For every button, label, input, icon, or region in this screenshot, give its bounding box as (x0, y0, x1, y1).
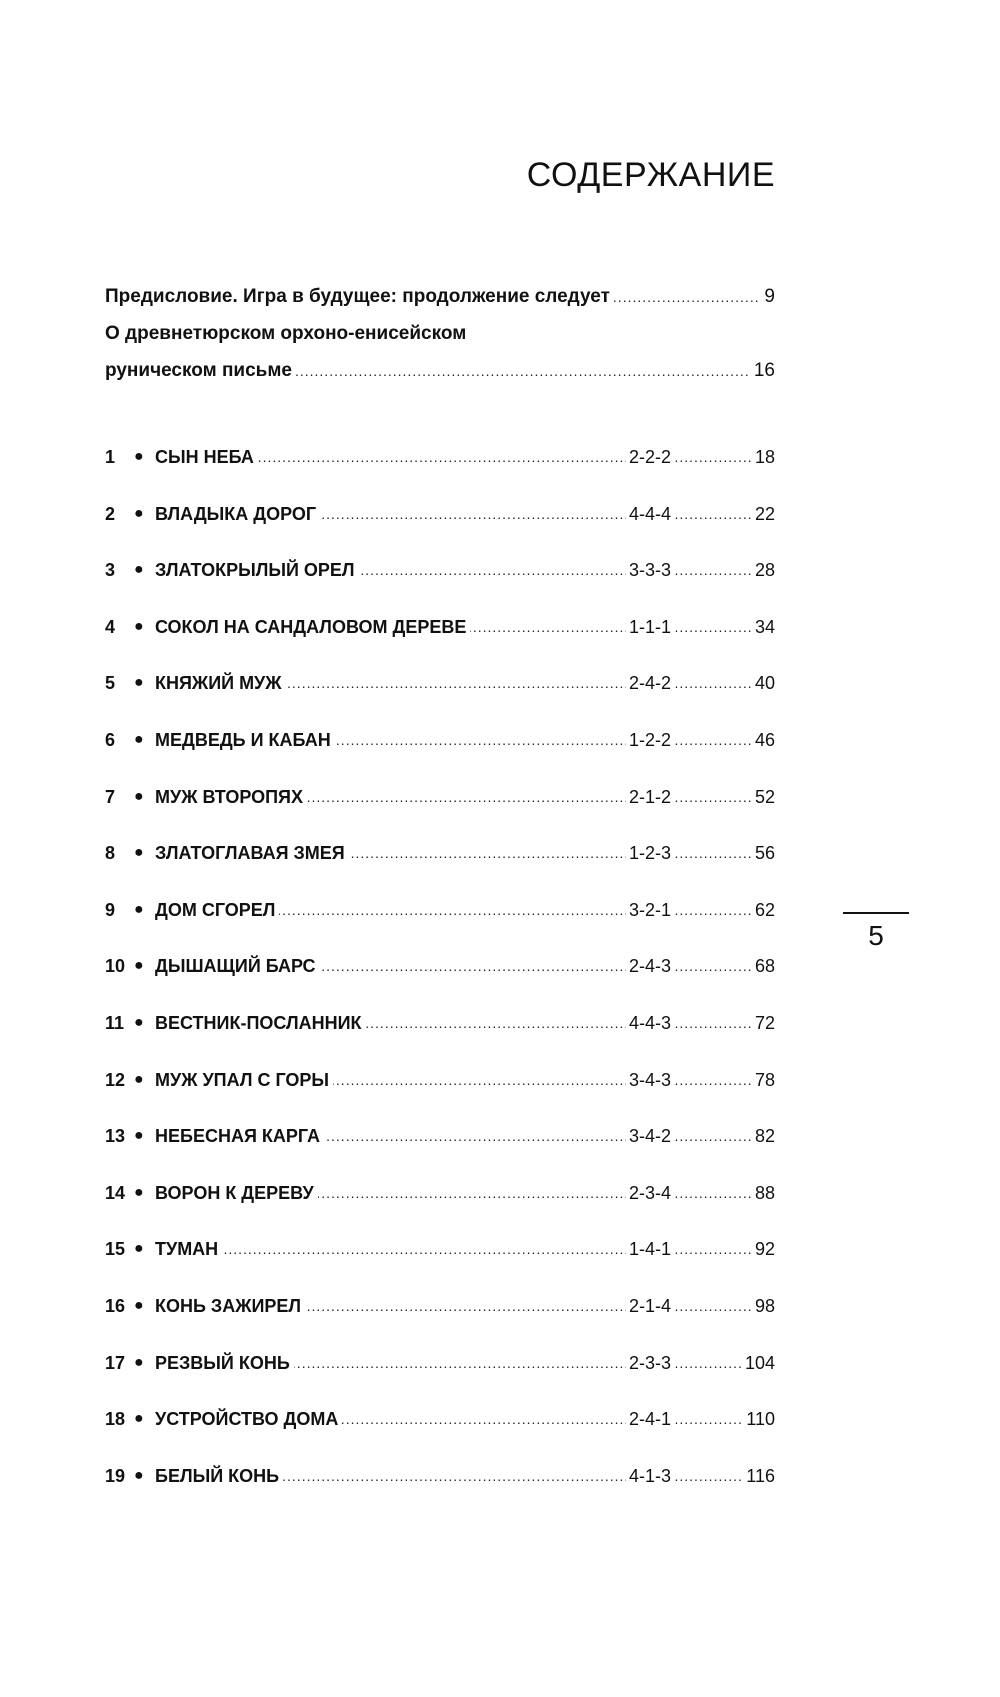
dot-leader (613, 290, 762, 304)
chapter-code: 2-3-4 (626, 1183, 674, 1203)
chapter-page: 110 (743, 1407, 775, 1431)
chapter-code: 2-4-2 (626, 673, 674, 693)
bullet-icon: ● (134, 1014, 144, 1031)
dot-leader (295, 364, 751, 378)
chapter-code: 1-4-1 (626, 1239, 674, 1259)
bullet-icon: ● (134, 1467, 144, 1484)
chapter-page: 46 (752, 728, 775, 752)
bullet-icon: ● (134, 1297, 144, 1314)
chapter-title: РЕЗВЫЙ КОНЬ (155, 1351, 294, 1375)
chapter-page: 98 (752, 1294, 775, 1318)
chapter-number: 8 (105, 843, 116, 863)
chapter-page: 68 (752, 954, 775, 978)
chapter-code-cell (595, 954, 705, 978)
chapter-code-cell (595, 1011, 705, 1035)
chapter-title: ВЛАДЫКА ДОРОГ (155, 502, 320, 526)
bullet-icon: ● (134, 957, 144, 974)
chapter-title: МЕДВЕДЬ И КАБАН (155, 728, 335, 752)
chapter-title: СОКОЛ НА САНДАЛОВОМ ДЕРЕВЕ (155, 615, 470, 639)
chapter-code-cell (595, 898, 705, 922)
chapter-code: 3-4-3 (626, 1070, 674, 1090)
chapter-code-cell (595, 1237, 705, 1261)
chapter-code: 2-3-3 (626, 1353, 674, 1373)
chapter-row[interactable] (105, 728, 775, 752)
chapter-code: 2-1-4 (626, 1296, 674, 1316)
chapter-code: 1-2-2 (626, 730, 674, 750)
bullet-icon: ● (134, 1354, 144, 1371)
chapter-page: 116 (743, 1464, 775, 1488)
chapter-title: УСТРОЙСТВО ДОМА (155, 1407, 342, 1431)
chapter-row[interactable] (105, 1294, 775, 1318)
chapter-number: 19 (105, 1466, 126, 1486)
chapter-number: 9 (105, 900, 116, 920)
chapter-code-cell (595, 785, 705, 809)
chapter-number: 7 (105, 787, 116, 807)
chapter-code: 4-1-3 (626, 1466, 674, 1486)
chapter-row[interactable] (105, 1351, 775, 1375)
chapter-code-cell (595, 1068, 705, 1092)
bullet-icon: ● (134, 1184, 144, 1201)
chapter-code-cell (595, 728, 705, 752)
chapter-code: 4-4-4 (626, 504, 674, 524)
chapter-code-cell (595, 1181, 705, 1205)
bullet-icon: ● (134, 731, 144, 748)
chapter-title: БЕЛЫЙ КОНЬ (155, 1464, 283, 1488)
bullet-icon: ● (134, 788, 144, 805)
front-entry-runic-line2[interactable] (105, 361, 775, 380)
chapter-code-cell (595, 615, 705, 639)
bullet-icon: ● (134, 1410, 144, 1427)
front-entry-text: Предисловие. Игра в будущее: продолжение следует (105, 286, 610, 307)
bullet-icon: ● (134, 1071, 144, 1088)
bullet-icon: ● (134, 1240, 144, 1257)
front-entry-runic-line1[interactable] (105, 324, 775, 343)
chapter-code-cell (595, 502, 705, 526)
chapter-title: КНЯЖИЙ МУЖ (155, 671, 286, 695)
chapter-row[interactable] (105, 1407, 775, 1431)
bullet-icon: ● (134, 901, 144, 918)
chapter-page: 72 (752, 1011, 775, 1035)
page-number: 5 (868, 920, 884, 951)
chapter-code: 3-4-2 (626, 1126, 674, 1146)
chapter-row[interactable] (105, 898, 775, 922)
chapter-row[interactable] (105, 1068, 775, 1092)
chapter-row[interactable] (105, 558, 775, 582)
chapter-row[interactable] (105, 615, 775, 639)
chapter-page: 62 (752, 898, 775, 922)
chapter-page: 88 (752, 1181, 775, 1205)
bullet-icon: ● (134, 844, 144, 861)
chapter-page: 40 (752, 671, 775, 695)
chapter-number: 17 (105, 1353, 126, 1373)
chapter-title: КОНЬ ЗАЖИРЕЛ (155, 1294, 305, 1318)
chapter-code: 2-2-2 (626, 447, 674, 467)
chapter-page: 92 (752, 1237, 775, 1261)
chapter-code: 2-1-2 (626, 787, 674, 807)
chapter-title: НЕБЕСНАЯ КАРГА (155, 1124, 324, 1148)
chapter-number: 2 (105, 504, 116, 524)
chapter-row[interactable] (105, 954, 775, 978)
chapter-row[interactable] (105, 502, 775, 526)
bullet-icon: ● (134, 618, 144, 635)
chapter-number: 16 (105, 1296, 126, 1316)
chapter-code: 3-2-1 (626, 900, 674, 920)
bullet-icon: ● (134, 448, 144, 465)
chapter-code: 2-4-3 (626, 956, 674, 976)
chapter-number: 4 (105, 617, 116, 637)
chapter-number: 1 (105, 447, 116, 467)
chapter-row[interactable] (105, 1237, 775, 1261)
chapter-code: 3-3-3 (626, 560, 674, 580)
chapter-row[interactable] (105, 841, 775, 865)
chapter-row[interactable] (105, 1181, 775, 1205)
chapter-code-cell (595, 445, 705, 469)
front-entry-page: 9 (764, 286, 775, 307)
chapter-row[interactable] (105, 785, 775, 809)
chapter-title: ТУМАН (155, 1237, 222, 1261)
chapter-code-cell (595, 671, 705, 695)
chapter-title: МУЖ УПАЛ С ГОРЫ (155, 1068, 333, 1092)
chapter-row[interactable] (105, 445, 775, 469)
chapter-code-cell (595, 1294, 705, 1318)
front-entry-page: 16 (753, 360, 775, 381)
chapter-title: ВОРОН К ДЕРЕВУ (155, 1181, 318, 1205)
chapter-title: ДЫШАЩИЙ БАРС (155, 954, 320, 978)
bullet-icon: ● (134, 1127, 144, 1144)
chapter-page: 52 (752, 785, 775, 809)
chapter-code-cell (595, 1407, 705, 1431)
chapter-page: 104 (742, 1351, 775, 1375)
chapter-page: 28 (752, 558, 775, 582)
chapter-title: ЗЛАТОКРЫЛЫЙ ОРЕЛ (155, 558, 359, 582)
front-entry-text: руническом письме (105, 360, 292, 381)
bullet-icon: ● (134, 561, 144, 578)
chapter-row[interactable] (105, 671, 775, 695)
bullet-icon: ● (134, 674, 144, 691)
chapter-number: 11 (105, 1013, 125, 1033)
bullet-icon: ● (134, 505, 144, 522)
chapter-code-cell (595, 558, 705, 582)
chapter-row[interactable] (105, 1124, 775, 1148)
front-entry-preface[interactable] (105, 287, 775, 306)
chapter-page: 22 (752, 502, 775, 526)
dot-leader (155, 1237, 650, 1261)
chapter-code-cell (595, 841, 705, 865)
chapter-number: 18 (105, 1409, 126, 1429)
chapter-title: ДОМ СГОРЕЛ (155, 898, 279, 922)
chapter-title: МУЖ ВТОРОПЯХ (155, 785, 307, 809)
front-entry-text: О древнетюрском орхоно-енисейском (105, 323, 467, 344)
chapter-title: ЗЛАТОГЛАВАЯ ЗМЕЯ (155, 841, 349, 865)
chapter-page: 82 (752, 1124, 775, 1148)
chapter-row[interactable] (105, 1464, 775, 1488)
chapter-code: 2-4-1 (626, 1409, 674, 1429)
chapter-title: ВЕСТНИК-ПОСЛАННИК (155, 1011, 366, 1035)
chapter-code: 1-1-1 (626, 617, 674, 637)
chapter-number: 15 (105, 1239, 126, 1259)
chapter-code-cell (595, 1124, 705, 1148)
chapter-page: 56 (752, 841, 775, 865)
chapter-number: 14 (105, 1183, 126, 1203)
chapter-code: 4-4-3 (626, 1013, 674, 1033)
chapter-row[interactable] (105, 1011, 775, 1035)
chapter-page: 18 (752, 445, 775, 469)
chapter-number: 10 (105, 956, 126, 976)
chapter-number: 6 (105, 730, 116, 750)
chapter-page: 78 (752, 1068, 775, 1092)
chapter-page: 34 (752, 615, 775, 639)
chapter-number: 13 (105, 1126, 126, 1146)
chapter-code-cell (595, 1351, 705, 1375)
chapter-title: СЫН НЕБА (155, 445, 258, 469)
chapter-number: 3 (105, 560, 116, 580)
chapter-number: 5 (105, 673, 116, 693)
chapter-code: 1-2-3 (626, 843, 674, 863)
chapter-number: 12 (105, 1070, 126, 1090)
page-title: СОДЕРЖАНИЕ (526, 156, 775, 194)
chapter-code-cell (595, 1464, 705, 1488)
folio-rule (843, 912, 909, 914)
